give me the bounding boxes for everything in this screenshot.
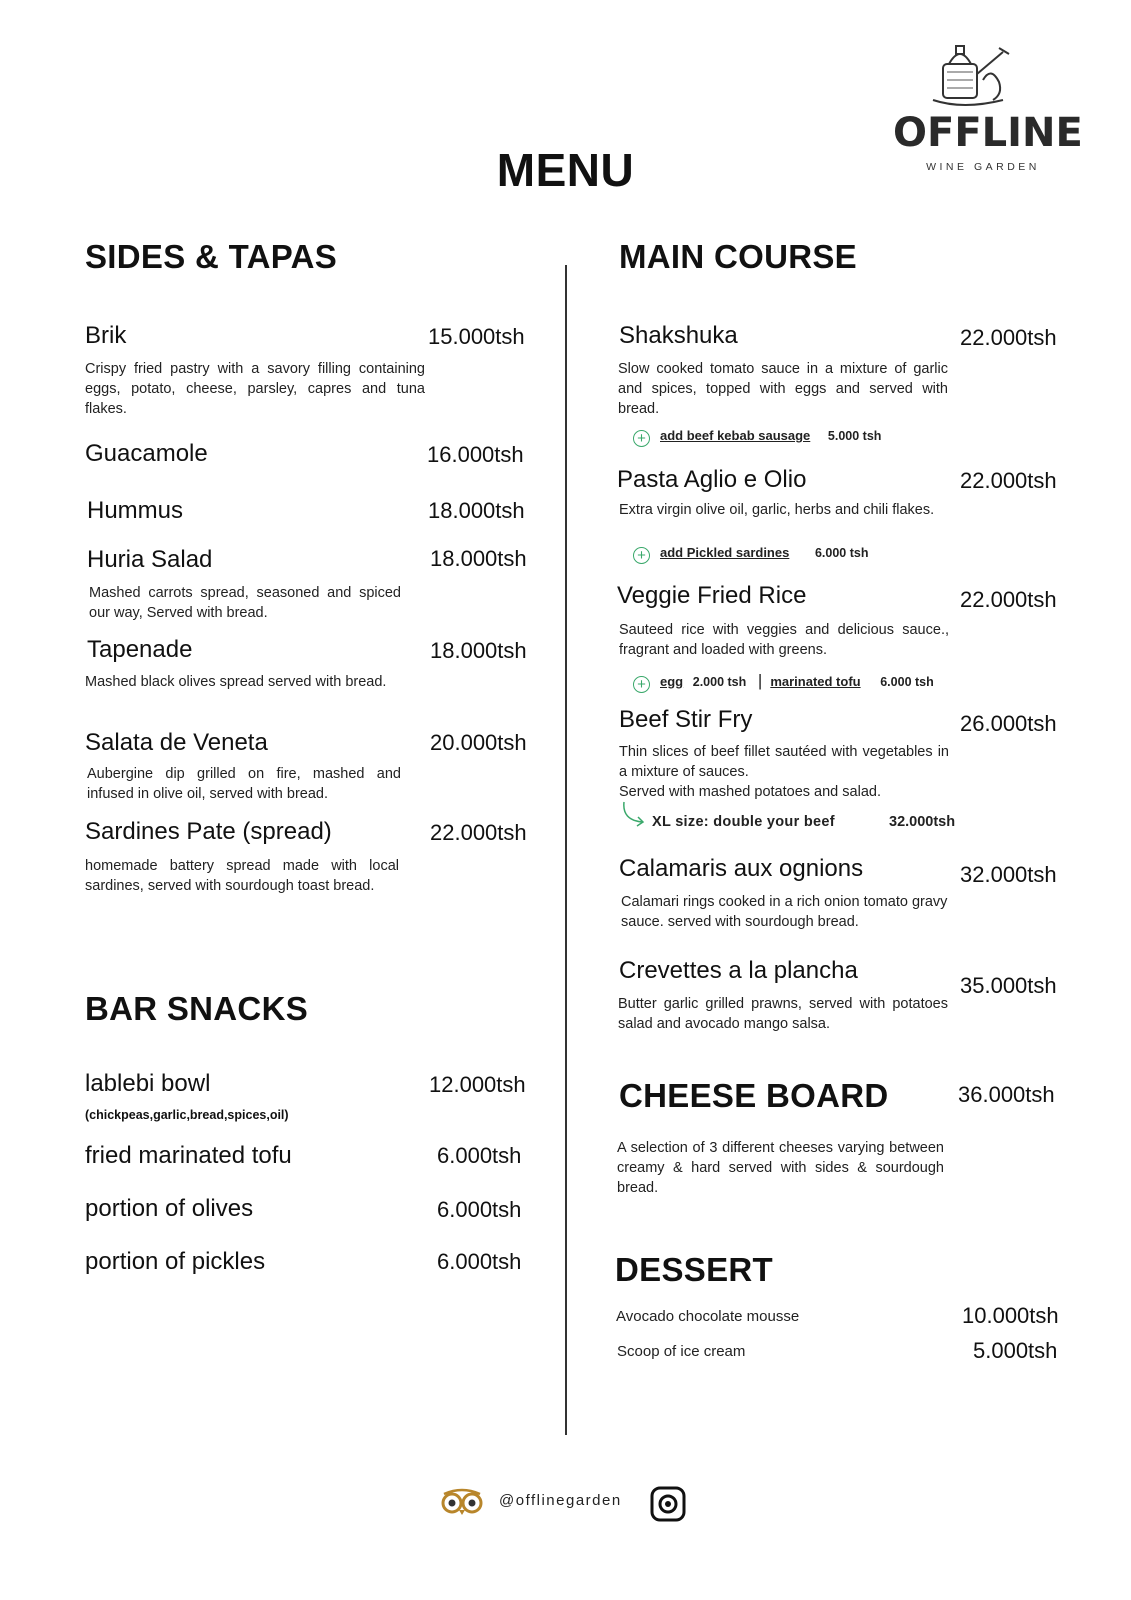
watering-can-icon [893, 40, 1073, 110]
item-description: Aubergine dip grilled on fire, mashed and infused in olive oil, served with bread. [87, 766, 401, 802]
plus-circle-icon: + [633, 547, 650, 564]
addon-price: 2.000 tsh [692, 675, 747, 689]
addon-price: 6.000 tsh [880, 675, 934, 689]
item-name: Brik [85, 322, 127, 349]
item-name: Beef Stir Fry [619, 706, 753, 733]
item-price: 6.000tsh [437, 1143, 522, 1168]
item-price: 6.000tsh [437, 1249, 522, 1274]
addon-option [633, 428, 881, 447]
addon-label: marinated tofu [770, 674, 861, 689]
addon-label: add Pickled sardines [660, 545, 790, 560]
section-title-cheese: CHEESE BOARD [619, 1077, 889, 1114]
section-title-bar-snacks: BAR SNACKS [85, 990, 309, 1027]
addon-option [633, 545, 868, 564]
item-description: A selection of 3 different cheeses varying between creamy & hard served with sides & sourdough bread. [617, 1140, 944, 1196]
item-price: 12.000tsh [429, 1072, 526, 1097]
logo-wordmark: OFFLINE [893, 110, 1083, 156]
item-price: 32.000tsh [960, 862, 1057, 887]
item-name: portion of olives [85, 1195, 254, 1222]
item-price: 16.000tsh [427, 442, 524, 467]
item-price: 18.000tsh [428, 498, 525, 523]
item-name: Calamaris aux ognions [619, 855, 864, 882]
item-description: Mashed black olives spread served with bread. [85, 674, 387, 690]
dessert-price: 5.000tsh [973, 1338, 1058, 1363]
section-title-main: MAIN COURSE [619, 238, 857, 275]
logo-subtitle: WINE GARDEN [926, 161, 1040, 173]
column-divider [565, 265, 567, 1435]
item-name: Hummus [87, 497, 184, 524]
social-handle[interactable]: @offlinegarden [499, 1492, 622, 1509]
section-title-sides: SIDES & TAPAS [85, 238, 338, 275]
item-description: homemade battery spread made with local sardines, served with sourdough toast bread. [85, 858, 399, 894]
item-price: 18.000tsh [430, 546, 527, 571]
item-name: Veggie Fried Rice [617, 582, 807, 609]
item-price: 22.000tsh [960, 325, 1057, 350]
dessert-name: Avocado chocolate mousse [616, 1308, 800, 1325]
item-price: 35.000tsh [960, 973, 1057, 998]
item-description: Mashed carrots spread, seasoned and spiced our way, Served with bread. [89, 585, 401, 621]
item-price: 6.000tsh [437, 1197, 522, 1222]
item-description: Slow cooked tomato sauce in a mixture of garlic and spices, topped with eggs and served with bread. [618, 361, 948, 417]
xl-size-option: XL size: double your beef [652, 814, 835, 830]
item-name: Guacamole [85, 440, 208, 467]
item-price: 15.000tsh [428, 324, 525, 349]
addon-price: 5.000 tsh [827, 429, 882, 443]
addon-label: add beef kebab sausage [660, 428, 811, 443]
item-name: Huria Salad [87, 546, 213, 573]
item-price: 22.000tsh [960, 468, 1057, 493]
item-description: Calamari rings cooked in a rich onion tomato gravy sauce. served with sourdough bread. [621, 894, 948, 930]
page-title: MENU [496, 144, 635, 196]
item-note: (chickpeas,garlic,bread,spices,oil) [85, 1108, 289, 1122]
item-name: Sardines Pate (spread) [85, 818, 332, 845]
item-price: 36.000tsh [958, 1082, 1055, 1107]
item-price: 22.000tsh [430, 820, 527, 845]
item-description: Thin slices of beef fillet sautéed with vegetables in a mixture of sauces. [619, 744, 949, 780]
instagram-icon[interactable] [650, 1486, 686, 1522]
dessert-name: Scoop of ice cream [617, 1343, 746, 1360]
tripadvisor-owl-icon [440, 1488, 484, 1516]
xl-size-price: 32.000tsh [889, 814, 956, 830]
item-price: 22.000tsh [960, 587, 1057, 612]
item-description: Crispy fried pastry with a savory filling containing eggs, potato, cheese, parsley, capres and tuna flakes. [85, 361, 425, 417]
item-description: Sauteed rice with veggies and delicious sauce., fragrant and loaded with greens. [619, 622, 949, 658]
addon-price: 6.000 tsh [814, 546, 869, 560]
plus-circle-icon: + [633, 676, 650, 693]
separator: | [757, 671, 763, 690]
item-price: 20.000tsh [430, 730, 527, 755]
section-title-dessert: DESSERT [615, 1251, 773, 1288]
plus-circle-icon: + [633, 430, 650, 447]
item-description-extra: Served with mashed potatoes and salad. [619, 784, 881, 800]
addon-option [633, 671, 934, 693]
curved-arrow-icon [620, 800, 650, 828]
item-name: portion of pickles [85, 1248, 266, 1275]
item-name: fried marinated tofu [85, 1142, 292, 1169]
item-name: Salata de Veneta [85, 729, 268, 756]
addon-label: egg [660, 674, 684, 689]
dessert-price: 10.000tsh [962, 1303, 1059, 1328]
item-name: Crevettes a la plancha [619, 957, 858, 984]
item-name: Pasta Aglio e Olio [617, 466, 807, 493]
item-name: lablebi bowl [85, 1070, 211, 1097]
item-description: Butter garlic grilled prawns, served with potatoes salad and avocado mango salsa. [618, 996, 948, 1032]
item-price: 18.000tsh [430, 638, 527, 663]
item-name: Shakshuka [619, 322, 738, 349]
item-description: Extra virgin olive oil, garlic, herbs and chili flakes. [619, 502, 935, 518]
item-name: Tapenade [87, 636, 193, 663]
item-price: 26.000tsh [960, 711, 1057, 736]
